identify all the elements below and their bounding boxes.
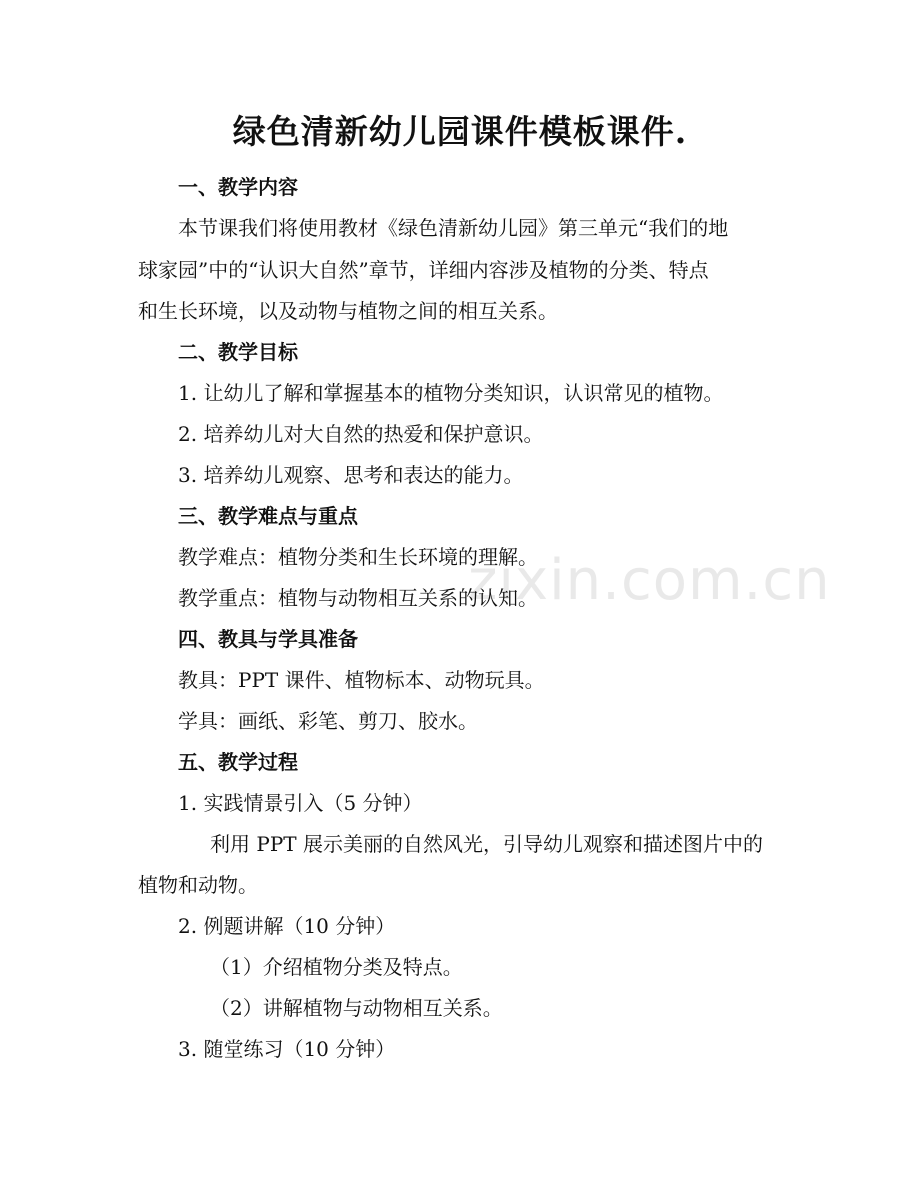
paragraph-line: 本节课我们将使用教材《绿色清新幼儿园》第三单元“我们的地: [178, 216, 729, 240]
paragraph-line: 和生长环境，以及动物与植物之间的相互关系。: [138, 299, 558, 323]
section-heading-process: 五、教学过程: [178, 750, 298, 774]
process-substep: （2）讲解植物与动物相互关系。: [210, 996, 503, 1020]
section-heading-materials: 四、教具与学具准备: [178, 627, 358, 651]
section-heading-content: 一、教学内容: [178, 175, 298, 199]
focus-line: 教学重点：植物与动物相互关系的认知。: [178, 586, 538, 610]
objective-item: 2. 培养幼儿对大自然的热爱和保护意识。: [178, 422, 544, 446]
paragraph-line: 利用 PPT 展示美丽的自然风光，引导幼儿观察和描述图片中的: [210, 832, 763, 856]
section-heading-key-points: 三、教学难点与重点: [178, 504, 358, 528]
student-materials-line: 学具：画纸、彩笔、剪刀、胶水。: [178, 709, 478, 733]
paragraph-line: 植物和动物。: [138, 873, 258, 897]
process-step: 3. 随堂练习（10 分钟）: [178, 1037, 396, 1061]
document-title: 绿色清新幼儿园课件模板课件.: [232, 112, 688, 151]
process-step: 1. 实践情景引入（5 分钟）: [178, 791, 423, 815]
objective-item: 3. 培养幼儿观察、思考和表达的能力。: [178, 463, 524, 487]
section-heading-objectives: 二、教学目标: [178, 340, 298, 364]
objective-item: 1. 让幼儿了解和掌握基本的植物分类知识，认识常见的植物。: [178, 381, 724, 405]
paragraph-line: 球家园”中的“认识大自然”章节，详细内容涉及植物的分类、特点: [138, 258, 709, 282]
watermark: zixin.com.cn: [468, 548, 831, 613]
difficulty-line: 教学难点：植物分类和生长环境的理解。: [178, 545, 538, 569]
process-step: 2. 例题讲解（10 分钟）: [178, 914, 396, 938]
process-substep: （1）介绍植物分类及特点。: [210, 955, 463, 979]
teacher-materials-line: 教具：PPT 课件、植物标本、动物玩具。: [178, 668, 545, 692]
